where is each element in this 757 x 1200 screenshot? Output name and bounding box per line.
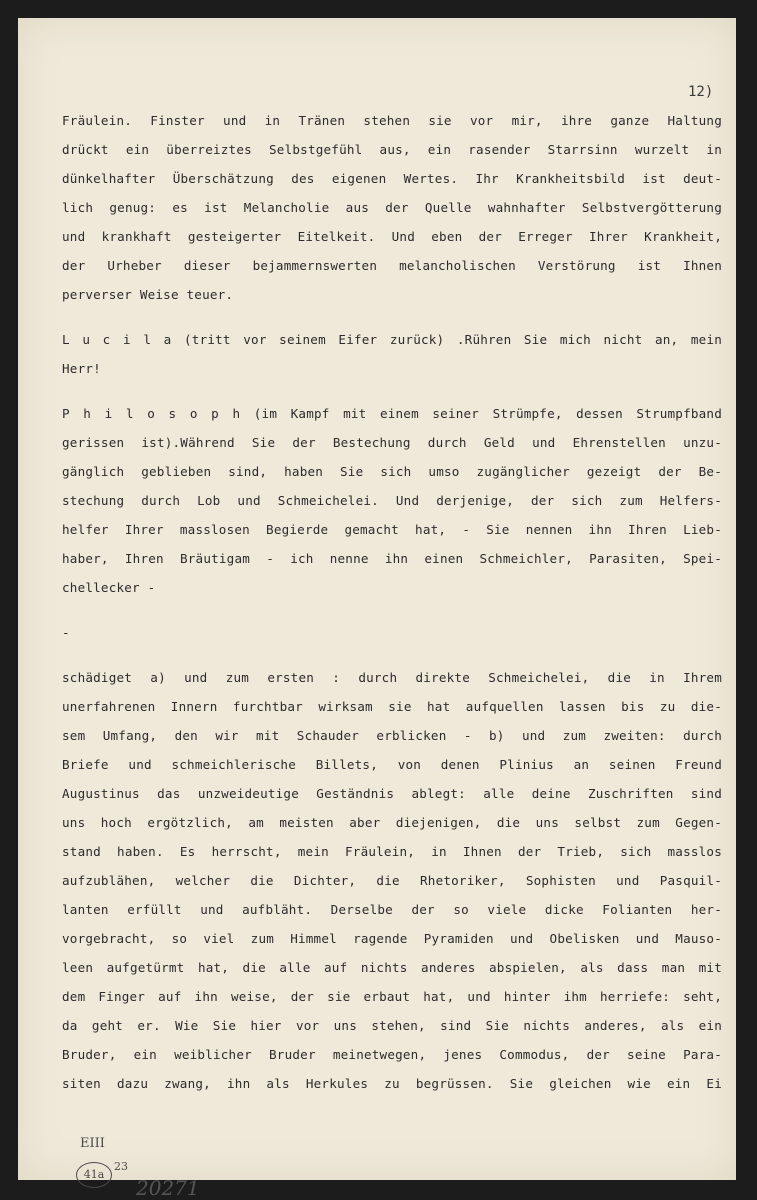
text-line: vorgebracht, so viel zum Himmel ragende Pyramiden und Obelisken und Mauso- — [62, 931, 722, 946]
paragraph-lucila — [62, 325, 722, 383]
text-line: dünkelhafter Überschätzung des eigenen Wertes. Ihr Krankheitsbild ist deut- — [62, 171, 722, 186]
dash-line: - — [62, 625, 70, 640]
text-line: L u c i l a (tritt vor seinem Eifer zurück) .Rühren Sie mich nicht an, mein — [62, 332, 722, 347]
text-line: unerfahrenen Innern furchtbar wirksam sie hat aufquellen lassen bis zu die- — [62, 699, 722, 714]
text-line: Herr! — [62, 361, 101, 376]
text-line: stand haben. Es herrscht, mein Fräulein, in Ihnen der Trieb, sich masslos — [62, 844, 722, 859]
text-line: lich genug: es ist Melancholie aus der Quelle wahnhafter Selbstvergötterung — [62, 200, 722, 215]
text-line: P h i l o s o p h (im Kampf mit einem seiner Strümpfe, dessen Strumpfband — [62, 406, 722, 421]
text-line: siten dazu zwang, ihn als Herkules zu begrüssen. Sie gleichen wie ein Ei — [62, 1076, 722, 1091]
paragraph-final — [62, 663, 722, 1098]
text-line: haber, Ihren Bräutigam - ich nenne ihn einen Schmeichler, Parasiten, Spei- — [62, 551, 722, 566]
text-line: stechung durch Lob und Schmeichelei. Und derjenige, der sich zum Helfers- — [62, 493, 722, 508]
text-line: sem Umfang, den wir mit Schauder erblicken - b) und zum zweiten: durch — [62, 728, 722, 743]
text-line: uns hoch ergötzlich, am meisten aber diejenigen, die uns selbst zum Gegen- — [62, 815, 722, 830]
paragraph-philosoph — [62, 399, 722, 602]
text-line: drückt ein überreiztes Selbstgefühl aus, ein rasender Starrsinn wurzelt in — [62, 142, 722, 157]
text-line: gänglich geblieben sind, haben Sie sich umso zugänglicher gezeigt der Be- — [62, 464, 722, 479]
text-line: Fräulein. Finster und in Tränen stehen sie vor mir, ihre ganze Haltung — [62, 113, 722, 128]
text-line: helfer Ihrer masslosen Begierde gemacht hat, - Sie nennen ihn Ihren Lieb- — [62, 522, 722, 537]
text-line: leen aufgetürmt hat, die alle auf nichts anderes abspielen, als dass man mit — [62, 960, 722, 975]
text-line: aufzublähen, welcher die Dichter, die Rhetoriker, Sophisten und Pasquil- — [62, 873, 722, 888]
text-line: lanten erfüllt und aufbläht. Derselbe der so viele dicke Folianten her- — [62, 902, 722, 917]
archive-roman-mark: EIII — [80, 1136, 105, 1151]
archive-suffix-mark: 23 — [114, 1160, 128, 1173]
text-line: und krankhaft gesteigerter Eitelkeit. Und eben der Erreger Ihrer Krankheit, — [62, 229, 722, 244]
text-line: schädiget a) und zum ersten : durch direkte Schmeichelei, die in Ihrem — [62, 670, 722, 685]
text-line: Augustinus das unzweideutige Geständnis ablegt: alle deine Zuschriften sind — [62, 786, 722, 801]
page-number: 12) — [688, 84, 714, 100]
text-line: chellecker - — [62, 580, 156, 595]
text-line: perverser Weise teuer. — [62, 287, 234, 302]
text-line: gerissen ist).Während Sie der Bestechung durch Geld und Ehrenstellen unzu- — [62, 435, 722, 450]
document-page — [18, 18, 736, 1200]
paragraph-1 — [62, 106, 722, 309]
archive-circled-mark: 41a — [76, 1162, 112, 1188]
text-line: da geht er. Wie Sie hier vor uns stehen, sind Sie nichts anderes, als ein — [62, 1018, 722, 1033]
text-line: der Urheber dieser bejammernswerten melancholischen Verstörung ist Ihnen — [62, 258, 722, 273]
text-line: Briefe und schmeichlerische Billets, von denen Plinius an seinen Freund — [62, 757, 722, 772]
archive-number: 20271 — [136, 1176, 200, 1200]
text-line: dem Finger auf ihn weise, der sie erbaut hat, und hinter ihm herriefe: seht, — [62, 989, 722, 1004]
typescript-body — [62, 106, 722, 1114]
text-line: Bruder, ein weiblicher Bruder meinetwegen, jenes Commodus, der seine Para- — [62, 1047, 722, 1062]
